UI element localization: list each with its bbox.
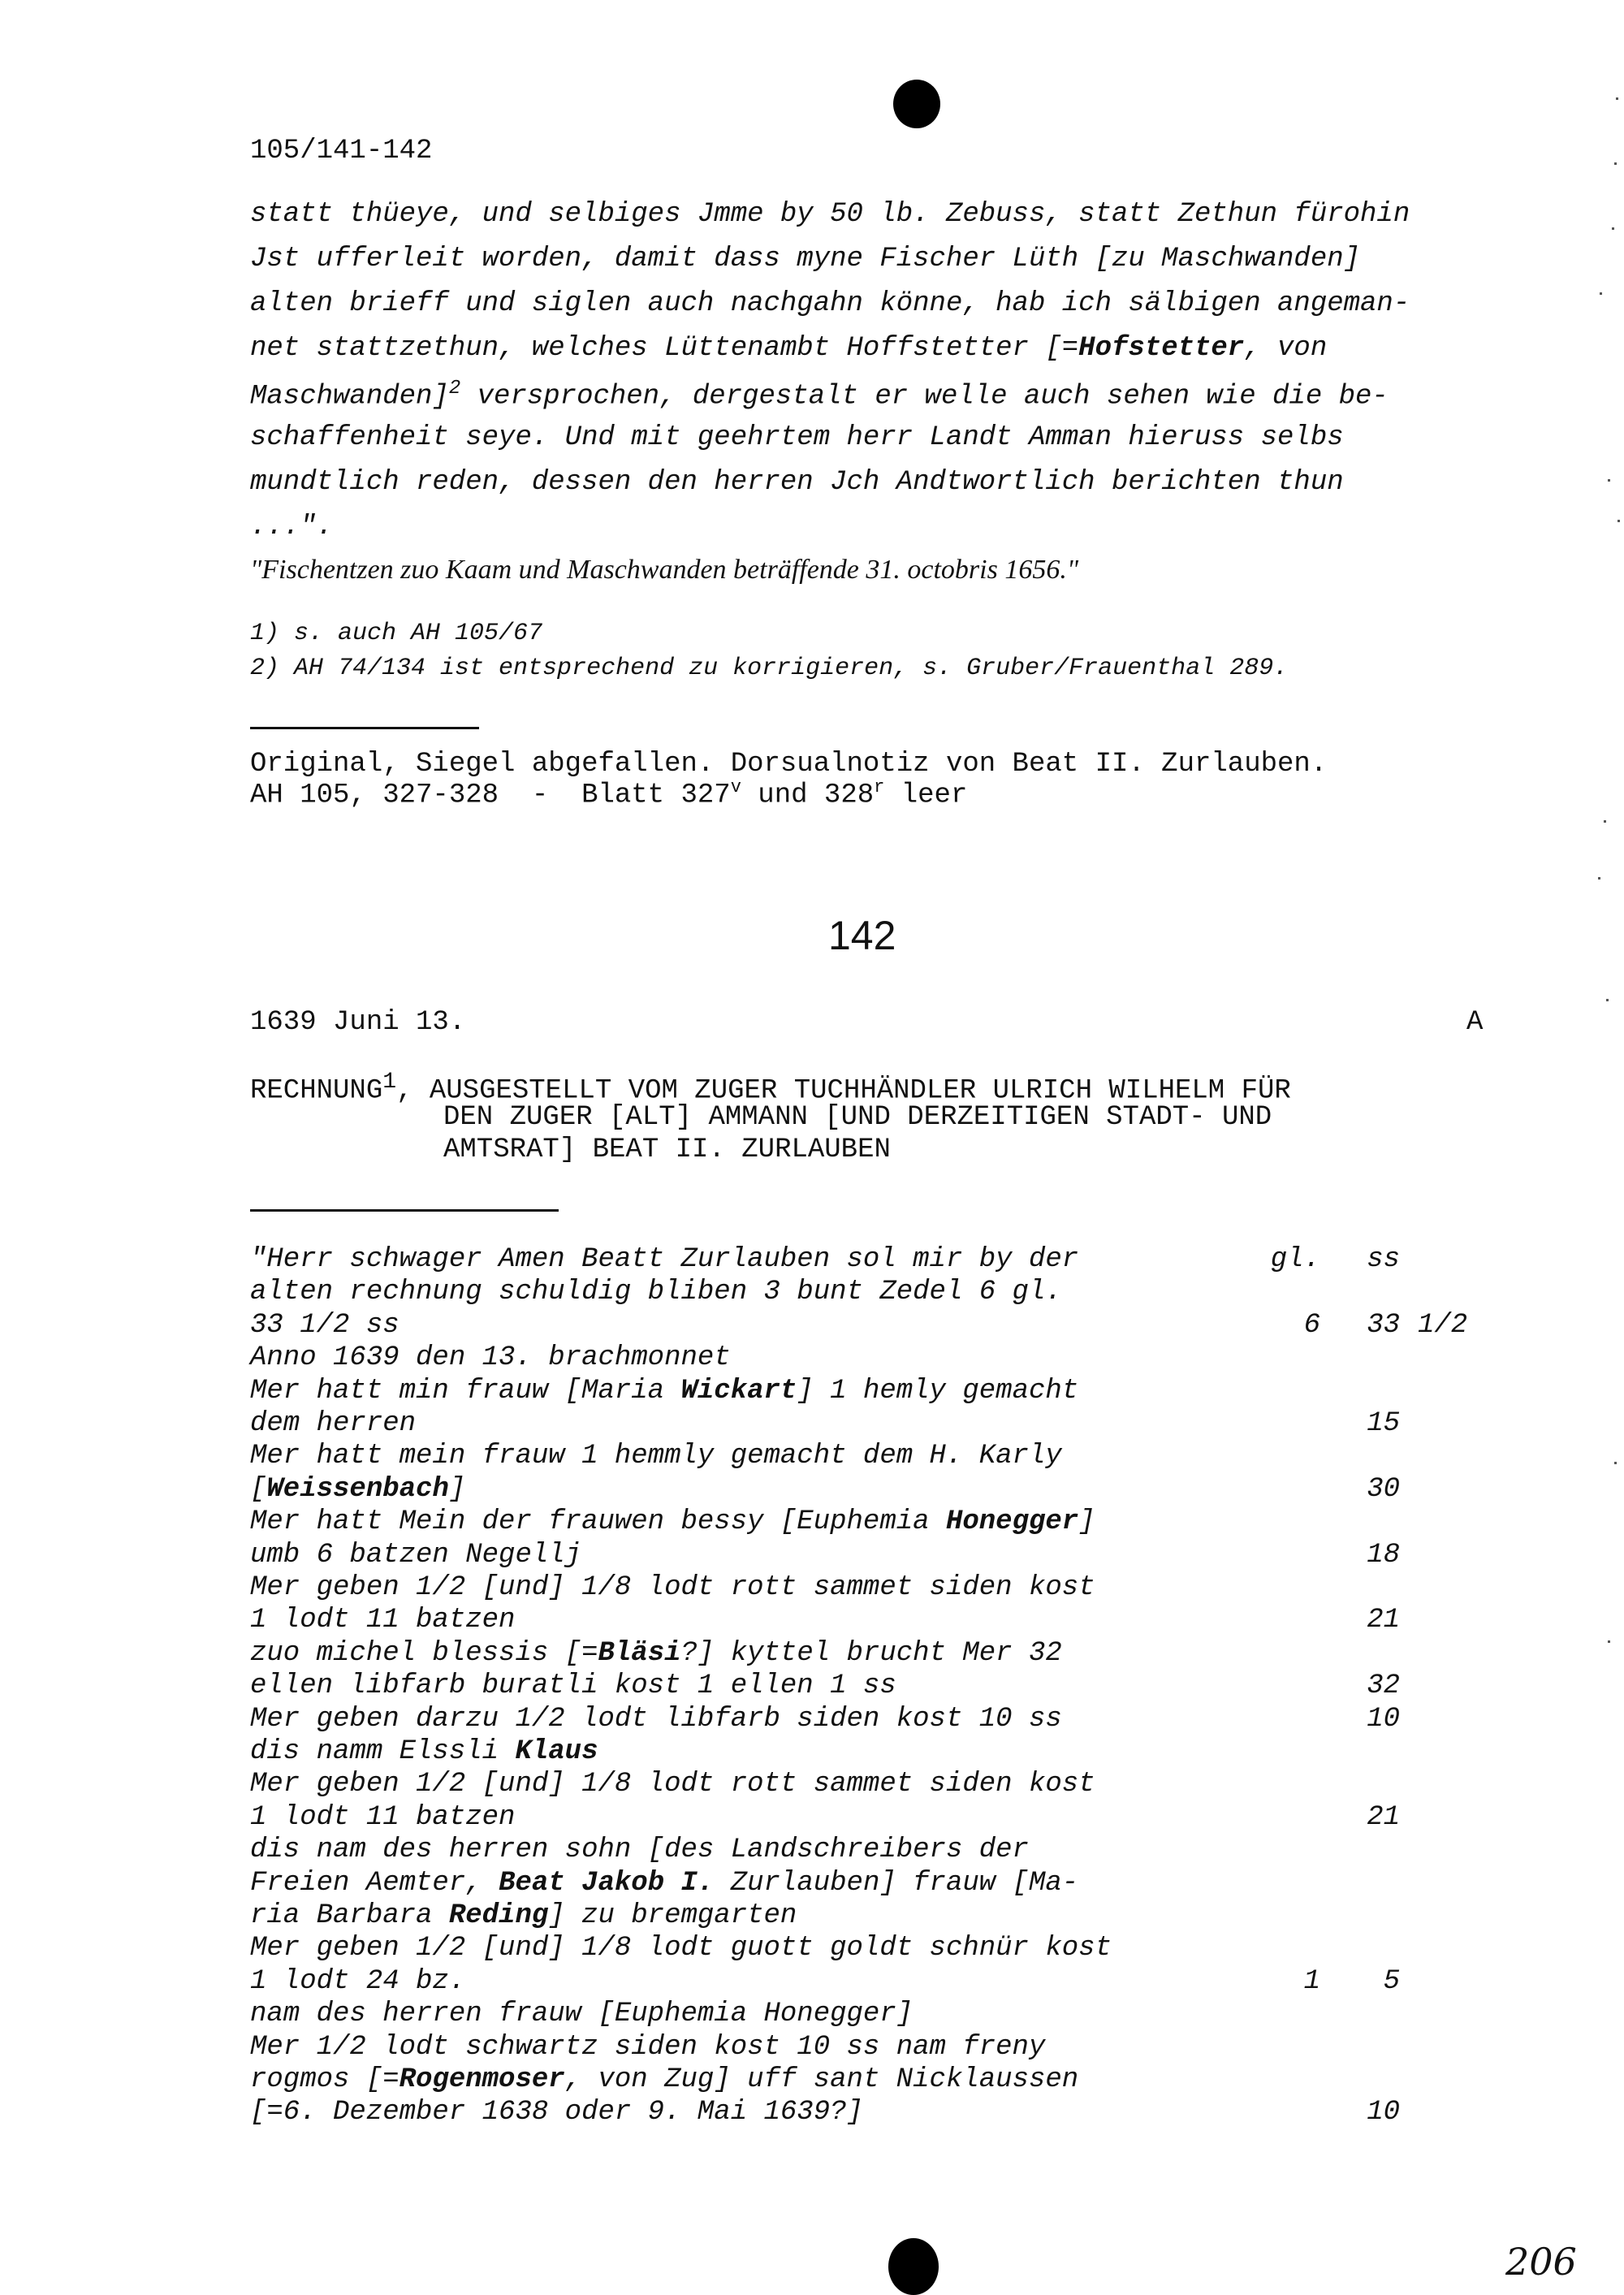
account-line: ria Barbara Reding] zu bremgarten <box>250 1900 797 1931</box>
account-line: "Herr schwager Amen Beatt Zurlauben sol mir by der <box>250 1244 1079 1275</box>
account-line: Mer geben 1/2 [und] 1/8 lodt rott sammet siden kost <box>250 1572 1095 1603</box>
page-reference: 105/141-142 <box>250 136 433 166</box>
amount-gl: gl. <box>1270 1244 1320 1275</box>
text-line: mundtlich reden, dessen den herren Jch Andtwortlich berichten thun <box>250 467 1344 498</box>
amount-ss: 5 <box>1383 1965 1400 1997</box>
text-line: Maschwanden]$^2$ versprochen, dergestalt er welle auch sehen wie die be- <box>250 378 1389 413</box>
separator-rule <box>250 727 479 729</box>
account-line: dem herren <box>250 1408 417 1439</box>
amount-ss: 32 <box>1367 1670 1400 1702</box>
account-line: Anno 1639 den 13. brachmonnet <box>250 1342 731 1374</box>
amount-ss: 21 <box>1367 1605 1400 1636</box>
account-line: umb 6 batzen Negellj <box>250 1539 582 1571</box>
account-line: dis namm Elssli Klaus <box>250 1736 598 1767</box>
account-line: 1 lodt 11 batzen <box>250 1801 516 1833</box>
document-number: 142 <box>828 913 896 958</box>
amount-ss: 33 <box>1367 1309 1400 1341</box>
account-line: Mer 1/2 lodt schwartz siden kost 10 ss nam freny <box>250 2031 1046 2063</box>
title-line-3: AMTSRAT] BEAT II. ZURLAUBEN <box>443 1135 891 1165</box>
account-line: [Weissenbach] <box>250 1473 466 1505</box>
amount-fraction: 1/2 <box>1418 1309 1468 1341</box>
account-line: 1 lodt 24 bz. <box>250 1965 466 1997</box>
account-line: Mer hatt Mein der frauwen bessy [Euphemia Honegger] <box>250 1506 1095 1538</box>
account-line: Mer geben 1/2 [und] 1/8 lodt guott goldt schnür kost <box>250 1933 1112 1964</box>
source-note-line-1: Original, Siegel abgefallen. Dorsualnotiz von Beat II. Zurlauben. <box>250 749 1328 780</box>
account-line: Mer geben 1/2 [und] 1/8 lodt rott sammet siden kost <box>250 1769 1095 1800</box>
amount-ss: ss <box>1367 1244 1400 1275</box>
amount-ss: 30 <box>1367 1473 1400 1505</box>
account-line: 33 1/2 ss <box>250 1309 400 1341</box>
account-line: zuo michel blessis [=Bläsi?] kyttel brucht Mer 32 <box>250 1637 1062 1669</box>
account-line: dis nam des herren sohn [des Landschreibers der <box>250 1835 1029 1866</box>
punch-hole-top <box>893 80 940 128</box>
account-line: ellen libfarb buratli kost 1 ellen 1 ss <box>250 1670 896 1702</box>
text-line: Jst ufferleit worden, damit dass myne Fischer Lüth [zu Maschwanden] <box>250 244 1361 274</box>
account-line: Freien Aemter, Beat Jakob I. Zurlauben] frauw [Ma- <box>250 1867 1079 1899</box>
footnote-1: 1) s. auch AH 105/67 <box>250 620 543 647</box>
account-line: nam des herren frauw [Euphemia Honegger] <box>250 1999 914 2030</box>
separator-rule-2 <box>250 1209 559 1212</box>
account-line: [=6. Dezember 1638 oder 9. Mai 1639?] <box>250 2097 863 2129</box>
account-line: Mer geben darzu 1/2 lodt libfarb siden kost 10 ss <box>250 1703 1062 1735</box>
document-letter: A <box>1466 1007 1484 1038</box>
amount-ss: 10 <box>1367 1703 1400 1735</box>
text-line: net stattzethun, welches Lüttenambt Hoffstetter [=Hofstetter, von <box>250 333 1328 364</box>
amount-gl: 6 <box>1303 1309 1320 1341</box>
account-line: Mer hatt mein frauw 1 hemmly gemacht dem H. Karly <box>250 1441 1062 1472</box>
account-line: alten rechnung schuldig bliben 3 bunt Zedel 6 gl. <box>250 1277 1062 1308</box>
amount-ss: 10 <box>1367 2097 1400 2129</box>
amount-gl: 1 <box>1303 1965 1320 1997</box>
footnote-2: 2) AH 74/134 ist entsprechend zu korrigieren, s. Gruber/Frauenthal 289. <box>250 655 1289 682</box>
account-line: rogmos [=Rogenmoser, von Zug] uff sant Nicklaussen <box>250 2064 1079 2095</box>
dorsal-note: "Fischentzen zuo Kaam und Maschwanden beträffende 31. octobris 1656." <box>250 555 1079 585</box>
amount-ss: 15 <box>1367 1408 1400 1439</box>
handwritten-page-number: 206 <box>1505 2240 1577 2284</box>
text-line: statt thüeye, und selbiges Jmme by 50 lb. Zebuss, statt Zethun fürohin <box>250 199 1410 230</box>
title-line-1: RECHNUNG$^1$, AUSGESTELLT VOM ZUGER TUCHHÄNDLER ULRICH WILHELM FÜR <box>250 1070 1291 1107</box>
account-line: Mer hatt min frauw [Maria Wickart] 1 hemly gemacht <box>250 1375 1079 1407</box>
source-note-line-2: AH 105, 327-328 - Blatt 327$^v$ und 328$^r$ leer <box>250 777 968 811</box>
amount-ss: 18 <box>1367 1539 1400 1571</box>
text-line: alten brieff und siglen auch nachgahn könne, hab ich sälbigen angeman- <box>250 288 1410 319</box>
text-line: ...". <box>250 512 334 542</box>
document-date: 1639 Juni 13. <box>250 1007 466 1038</box>
account-line: 1 lodt 11 batzen <box>250 1605 516 1636</box>
amount-ss: 21 <box>1367 1801 1400 1833</box>
text-line: schaffenheit seye. Und mit geehrtem herr Landt Amman hieruss selbs <box>250 422 1344 453</box>
title-line-2: DEN ZUGER [ALT] AMMANN [UND DERZEITIGEN STADT- UND <box>443 1102 1272 1133</box>
